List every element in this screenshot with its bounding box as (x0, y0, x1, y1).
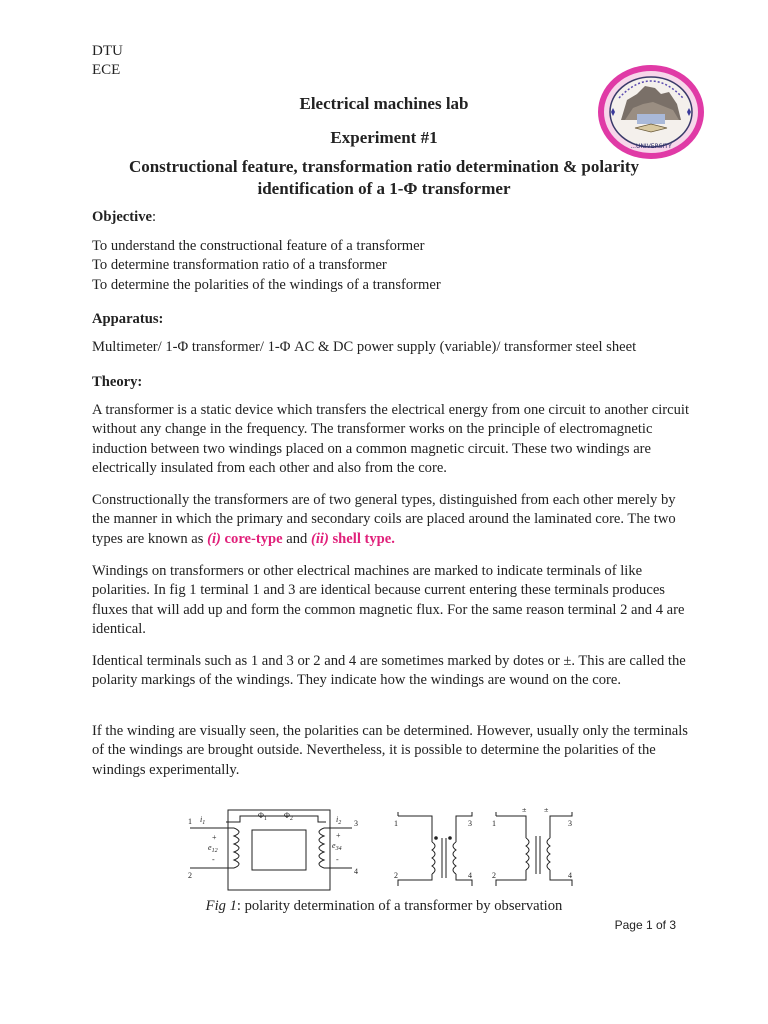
fig-current-i2-symbol: i (336, 815, 339, 824)
core-type-text: core-type (220, 530, 283, 547)
theory-p2-text (92, 491, 692, 549)
fig-terminal-2-b: 2 (394, 871, 398, 880)
theory-p5-text: If the winding are visually seen, the polarities can be determined. However, usually only the terminals of the windings are brought outside. Nevertheless, it is possible to determine the polarities of the windings experimentally. (92, 723, 688, 778)
fig-emf-e12 (208, 843, 218, 854)
experiment-subtitle (0, 156, 768, 200)
apparatus-heading: Apparatus: (92, 311, 164, 327)
fig-flux-phi2-symbol: Φ (284, 811, 290, 820)
dot-notation-diagram (398, 812, 472, 886)
shell-type-number: (ii) (311, 530, 329, 547)
fig-plus-a: + (212, 833, 217, 842)
header-line-ece: ECE (92, 62, 121, 78)
page-number: Page 1 of 3 (614, 918, 676, 932)
theory-p2-prefix: Constructionally the transformers are of two general types, distinguished from each other merely by the manner in which the primary and secondary coils are placed around the laminated core. The two types are known as (92, 492, 676, 547)
lab-title: Electrical machines lab (299, 94, 469, 113)
fig-current-i1 (200, 815, 205, 826)
fig-terminal-3-a: 3 (354, 819, 358, 828)
objective-list (92, 237, 692, 295)
figure-caption-text: : polarity determination of a transformer by observation (236, 898, 563, 914)
svg-text:...UNIVERSITY: ...UNIVERSITY (630, 143, 672, 150)
theory-paragraph-2 (92, 491, 692, 549)
theory-paragraph-4 (92, 652, 692, 691)
fig-terminal-1-b: 1 (394, 819, 398, 828)
subtitle-line-1: Constructional feature, transformation ratio determination & polarity (128, 157, 640, 176)
objective-heading-colon: : (151, 209, 157, 225)
fig-current-i1-symbol: i (200, 815, 203, 824)
theory-p1-text: A transformer is a static device which transfers the electrical energy from one circuit to another circuit without any change in the frequency. The transformer works on the principle of electromagnetic induction between two windings placed on a common magnetic circuit. These two windings are electrically insulated from each other and also from the core. (92, 402, 690, 477)
fig-terminal-3-c: 3 (568, 819, 572, 828)
fig-plus-b: + (336, 831, 341, 840)
objective-heading-label: Objective (92, 209, 152, 225)
figure-caption (0, 898, 768, 915)
fig-emf-e34-symbol: e (332, 841, 336, 850)
theory-paragraph-3 (92, 562, 692, 640)
apparatus-text: Multimeter/ 1-Φ transformer/ 1-Φ AC & DC power supply (variable)/ transformer steel sheet (92, 339, 637, 355)
fig-current-i2-sub: 2 (338, 820, 342, 826)
objective-item: To determine the polarities of the windings of a transformer (92, 276, 441, 293)
objective-item: To determine transformation ratio of a transformer (92, 257, 387, 274)
objective-item: To understand the constructional feature of a transformer (92, 238, 425, 254)
fig-flux-phi2 (284, 811, 293, 822)
fig-terminal-4-c: 4 (568, 871, 572, 880)
fig-terminal-2-c: 2 (492, 871, 496, 880)
theory-p4-text: Identical terminals such as 1 and 3 or 2 and 4 are sometimes marked by dotes or ±. This are called the polarity markings of the windings. They indicate how the windings are wound on the core. (92, 653, 686, 689)
plus-minus-notation-diagram (496, 812, 572, 886)
polarity-dot-icon (434, 836, 438, 840)
theory-paragraph-1 (92, 401, 692, 479)
fig-flux-phi2-sub: 2 (289, 816, 293, 822)
fig-pm-a: ± (522, 808, 527, 814)
theory-p2-and: and (282, 530, 311, 547)
header-block (92, 42, 123, 80)
fig-minus-a: - (212, 855, 215, 864)
fig-terminal-4-b: 4 (468, 871, 472, 880)
fig-emf-e34 (332, 841, 342, 852)
theory-heading: Theory: (92, 374, 143, 390)
fig-current-i1-sub: 1 (202, 820, 206, 826)
fig-terminal-2-a: 2 (188, 871, 192, 880)
fig-flux-phi1-symbol: Φ (258, 811, 264, 820)
fig-minus-b: - (336, 855, 339, 864)
polarity-figure (186, 808, 586, 894)
experiment-title: Experiment #1 (330, 128, 438, 147)
shell-type-label (311, 531, 395, 547)
core-type-label (207, 531, 283, 547)
fig-flux-phi1-sub: 1 (263, 816, 267, 822)
subtitle-line-2: identification of a 1-Φ transformer (257, 179, 511, 198)
fig-emf-e12-symbol: e (208, 843, 212, 852)
theory-p3-text: Windings on transformers or other electrical machines are marked to indicate terminals of like polarities. In fig 1 terminal 1 and 3 are identical because current entering these terminals produces fluxes that will add up and form the common magnetic flux. For the same reason terminal 2 and 4 are identical. (92, 563, 685, 638)
fig-flux-phi1 (258, 811, 267, 822)
shell-type-text: shell type. (328, 530, 395, 547)
figure-caption-label: Fig 1 (205, 898, 237, 914)
fig-emf-e12-sub: 12 (211, 848, 218, 854)
fig-terminal-1-c: 1 (492, 819, 496, 828)
fig-current-i2 (336, 815, 341, 826)
core-type-number: (i) (207, 530, 221, 547)
fig-emf-e34-sub: 34 (335, 846, 342, 852)
fig-terminal-4-a: 4 (354, 867, 358, 876)
theory-paragraph-5 (92, 722, 692, 780)
fig-terminal-3-b: 3 (468, 819, 472, 828)
polarity-dot-icon (448, 836, 452, 840)
objective-heading (92, 208, 692, 227)
fig-pm-b: ± (544, 808, 549, 814)
fig-terminal-1-a: 1 (188, 817, 192, 826)
header-line-dtu: DTU (92, 43, 123, 59)
